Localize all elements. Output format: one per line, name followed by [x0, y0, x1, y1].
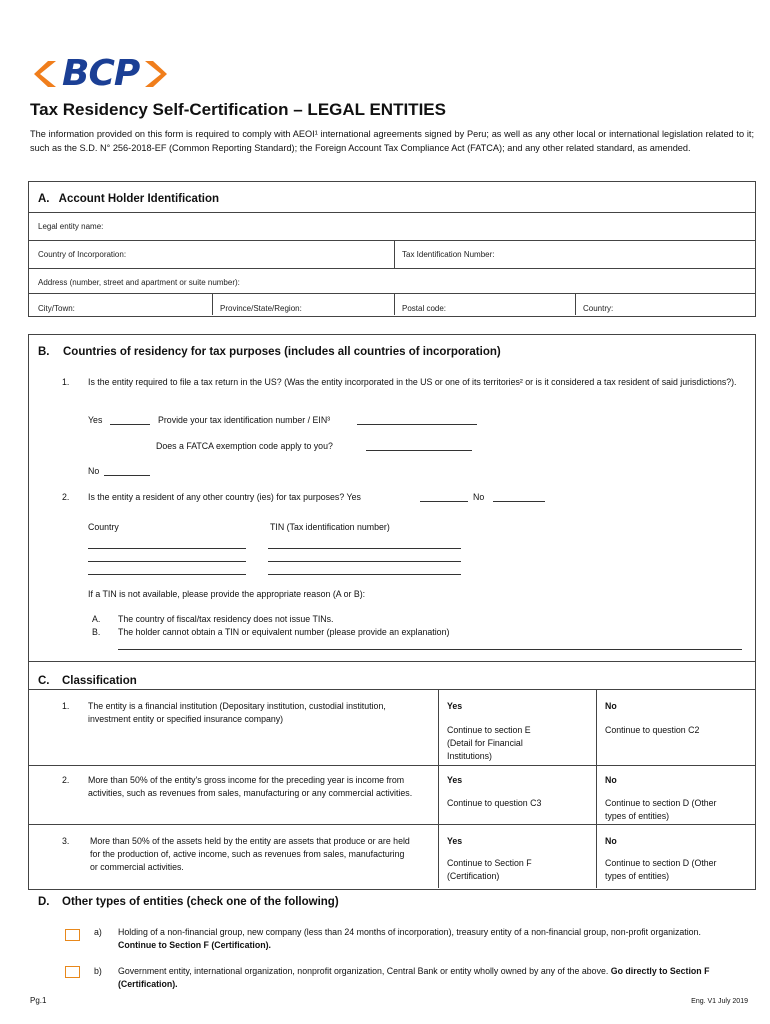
section-d-letter: D. [38, 896, 50, 908]
b2-yes-blank[interactable] [420, 492, 468, 502]
divider [394, 240, 395, 268]
tin-input-3[interactable] [268, 565, 461, 575]
section-d-heading: Other types of entities (check one of the following) [62, 896, 339, 908]
c1-text: The entity is a financial institution (Depositary institution, custodial institution, investment entity or specified insurance company) [88, 701, 386, 724]
section-b-heading: Countries of residency for tax purposes (includes all countries of incorporation) [63, 346, 501, 358]
option-b-text [118, 965, 738, 991]
logo-chevron-left-icon [34, 59, 60, 89]
logo-chevron-right-icon [141, 59, 167, 89]
country-input-3[interactable] [88, 565, 246, 575]
fatca-code-input[interactable] [366, 441, 472, 451]
reason-a-text: The country of fiscal/tax residency does not issue TINs. [118, 614, 334, 624]
postal-code-field[interactable]: Postal code: [402, 304, 447, 313]
c2-yes-option[interactable]: Yes [447, 775, 463, 785]
ein-input[interactable] [357, 415, 477, 425]
b1-no-blank[interactable] [104, 466, 150, 476]
divider [28, 765, 755, 766]
c2-no-action: Continue to section D (Other types of entities) [605, 798, 717, 821]
c1-no-option[interactable]: No [605, 701, 617, 711]
b1-yes-blank[interactable] [110, 415, 150, 425]
address-field[interactable]: Address (number, street and apartment or suite number): [38, 278, 240, 287]
c3-number: 3. [62, 836, 70, 846]
b1-no-label: No [88, 466, 100, 476]
option-a-instruction: Continue to Section F (Certification). [118, 940, 271, 950]
country-incorporation-field[interactable]: Country of Incorporation: [38, 250, 127, 259]
option-a-description: Holding of a non-financial group, new company (less than 24 months of incorporation), treasury entity of a non-financial group, non-profit organization. [118, 927, 701, 937]
divider [438, 689, 439, 888]
version-label: Eng. V1 July 2019 [691, 998, 748, 1005]
fatca-code-label: Does a FATCA exemption code apply to you? [156, 441, 333, 451]
tin-reason-intro: If a TIN is not available, please provide the appropriate reason (A or B): [88, 589, 366, 599]
divider [212, 293, 213, 315]
c2-yes-action: Continue to question C3 [447, 798, 542, 808]
c3-yes-action: Continue to Section F (Certification) [447, 858, 532, 881]
c3-yes-option[interactable]: Yes [447, 836, 463, 846]
logo-wordmark: BCP [62, 53, 140, 94]
option-a-checkbox[interactable] [65, 929, 80, 941]
tin-column-header: TIN (Tax identification number) [270, 522, 390, 532]
c3-text: More than 50% of the assets held by the entity are assets that produce or are held for the production of, active income, such as revenues from sales, manufacturing or commercial activities. [90, 836, 410, 872]
b1-yes-label: Yes [88, 415, 103, 425]
c1-yes-option[interactable]: Yes [447, 701, 463, 711]
divider [28, 293, 755, 294]
divider [28, 240, 755, 241]
country-field[interactable]: Country: [583, 304, 614, 313]
option-a-text [118, 926, 738, 952]
section-a-heading: A. Account Holder Identification [38, 193, 220, 205]
divider [28, 212, 755, 213]
c3-no-action: Continue to section D (Other types of entities) [605, 858, 717, 881]
divider [575, 293, 576, 315]
c2-text: More than 50% of the entity's gross income for the preceding year is income from activities, such as revenues from sales, manufacturing or any commercial activities. [88, 775, 413, 798]
reason-b-text: The holder cannot obtain a TIN or equivalent number (please provide an explanation) [118, 627, 450, 637]
c1-number: 1. [62, 701, 70, 711]
bcp-logo [34, 53, 167, 94]
province-field[interactable]: Province/State/Region: [220, 304, 302, 313]
c2-number: 2. [62, 775, 70, 785]
divider [394, 293, 395, 315]
b1-provide-tin-label: Provide your tax identification number / EIN³ [158, 415, 331, 425]
option-b-description: Government entity, international organization, nonprofit organization, Central Bank or entity wholly owned by any of the above. [118, 966, 609, 976]
question-b2-number: 2. [62, 492, 70, 502]
divider [28, 824, 755, 825]
country-column-header: Country [88, 522, 119, 532]
country-input-2[interactable] [88, 552, 246, 562]
divider [28, 268, 755, 269]
c3-no-option[interactable]: No [605, 836, 617, 846]
c1-yes-action: Continue to section E (Detail for Financial Institutions) [447, 725, 531, 761]
legal-name-field[interactable]: Legal entity name: [38, 222, 104, 231]
section-c-letter: C. [38, 675, 50, 687]
reason-a-letter: A. [92, 614, 101, 624]
option-a-letter: a) [94, 927, 102, 937]
divider [28, 689, 755, 690]
question-b1-text: Is the entity required to file a tax return in the US? (Was the entity incorporated in the US or one of its territories² or is it considered a tax resident of said jurisdictions?). [88, 377, 737, 387]
divider [596, 689, 597, 888]
intro-paragraph: The information provided on this form is required to comply with AEOI¹ international agreements signed by Peru; as well as any other local or international legislation related to it; such as the S.D. N° 256-2018-EF (Common Reporting Standard); the Foreign Account Tax Compliance Act (FATCA); and any other related standard, as amended. [30, 129, 754, 153]
page-number: Pg.1 [30, 996, 47, 1005]
option-b-checkbox[interactable] [65, 966, 80, 978]
section-c-heading: Classification [62, 675, 137, 687]
country-input-1[interactable] [88, 539, 246, 549]
c1-no-action: Continue to question C2 [605, 725, 700, 735]
b2-no-blank[interactable] [493, 492, 545, 502]
tin-input-1[interactable] [268, 539, 461, 549]
option-b-instruction: Go directly to Section F (Certification). [118, 966, 710, 989]
page-title: Tax Residency Self-Certification – LEGAL ENTITIES [30, 100, 446, 119]
tin-input-2[interactable] [268, 552, 461, 562]
reason-b-letter: B. [92, 627, 101, 637]
b2-no-label: No [473, 492, 485, 502]
section-b-letter: B. [38, 346, 50, 358]
city-field[interactable]: City/Town: [38, 304, 75, 313]
option-b-letter: b) [94, 966, 102, 976]
question-b1-number: 1. [62, 377, 70, 387]
reason-explanation-input[interactable] [118, 640, 742, 650]
tin-field[interactable]: Tax Identification Number: [402, 250, 495, 259]
c2-no-option[interactable]: No [605, 775, 617, 785]
question-b2-text: Is the entity a resident of any other country (ies) for tax purposes? Yes [88, 492, 361, 502]
